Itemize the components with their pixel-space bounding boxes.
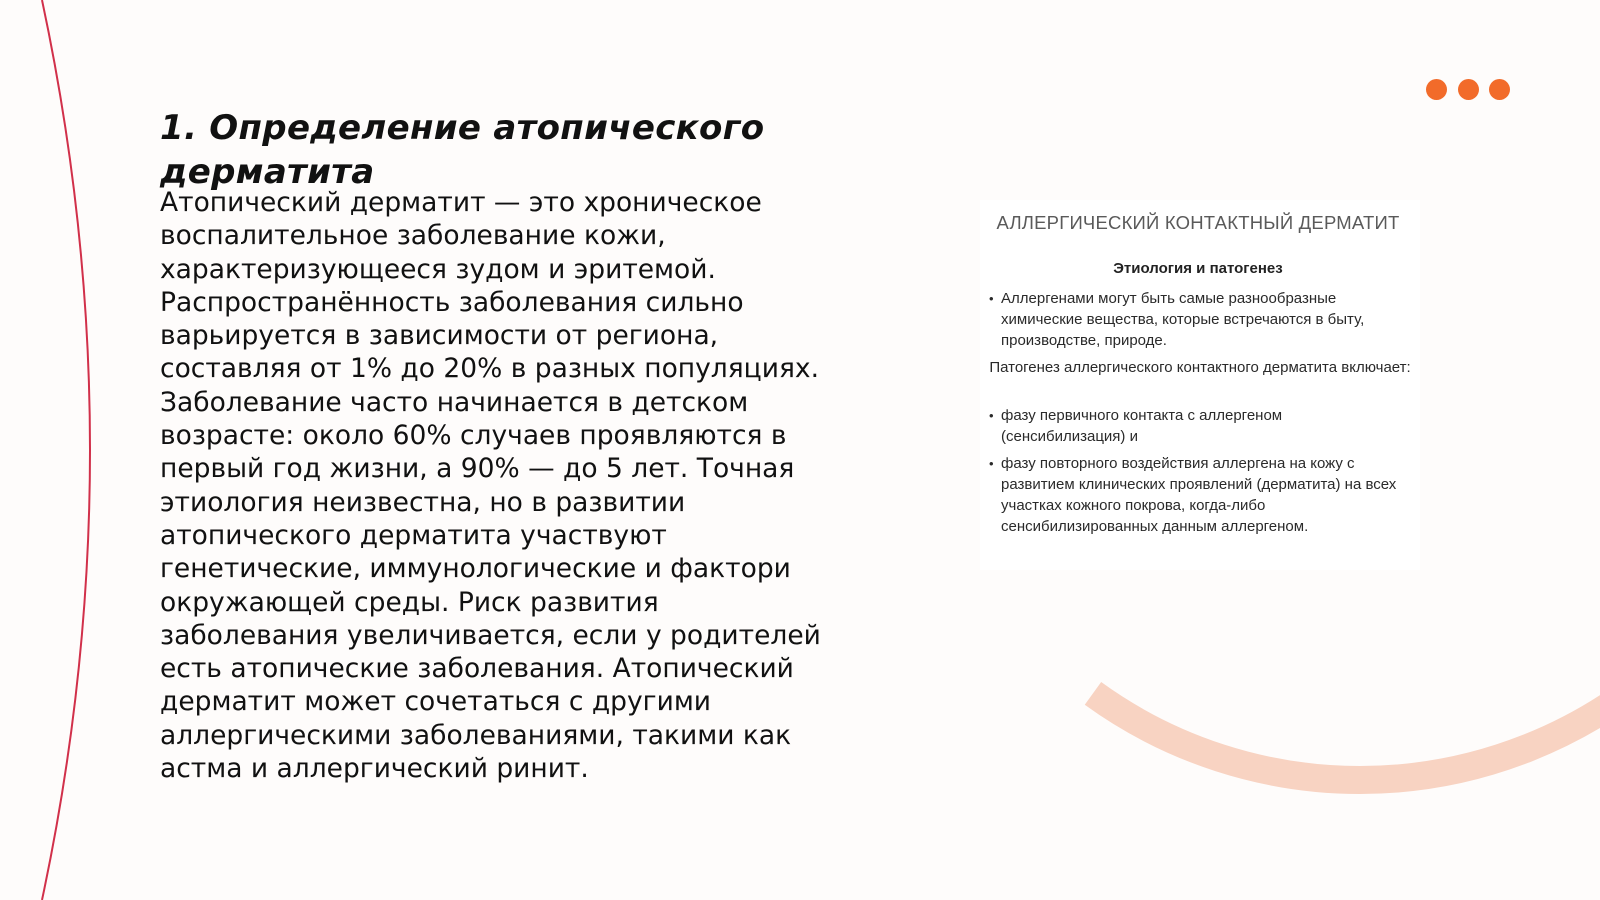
- inset-bullet-allergens: [989, 288, 1411, 351]
- bullet-icon: •: [989, 456, 994, 471]
- inset-bullet-phase-2: [989, 453, 1419, 537]
- dot-icon: [1489, 79, 1510, 100]
- inset-title: АЛЛЕРГИЧЕСКИЙ КОНТАКТНЫЙ ДЕРМАТИТ: [996, 212, 1400, 233]
- inset-bullet-phase-1: [989, 405, 1341, 447]
- inset-bullet-text: фазу повторного воздействия аллергена на кожу с развитием клинических проявлений (дерматита) на всех участках кожного покрова, когда-либо сенсибилизированных данным аллергеном.: [1001, 455, 1397, 535]
- inset-bullet-text: Аллергенами могут быть самые разнообразные химические вещества, которые встречаются в быту, производстве, природе.: [1001, 290, 1365, 349]
- bullet-icon: •: [989, 291, 994, 306]
- dot-icon: [1458, 79, 1479, 100]
- slide-title: 1. Определение атопического дерматита: [160, 108, 765, 192]
- dot-icon: [1426, 79, 1447, 100]
- inset-subtitle: Этиология и патогенез: [1113, 260, 1283, 277]
- inset-bullet-text: фазу первичного контакта с аллергеном (сенсибилизация) и: [1001, 407, 1283, 445]
- left-edge-curve: [42, 0, 90, 900]
- inset-intro: Патогенез аллергического контактного дерматита включает:: [989, 359, 1411, 376]
- inset-image: [980, 200, 1420, 570]
- slide-body-text: Атопический дерматит — это хроническое воспалительное заболевание кожи, характеризующееся зудом и эритемой. Распространённость заболевания сильно варьируется в зависимости от региона, составляя от 1% до 20% в разных популяциях. Заболевание часто начинается в детском возрасте: около 60% случаев проявляются в первый год жизни, а 90% — до 5 лет. Точная этиология неизвестна, но в развитии атопического дерматита участвуют генетические, иммунологические и фактори окружающей среды. Риск развития заболевания увеличивается, если у родителей есть атопические заболевания. Атопический дерматит может сочетаться с другими аллергическими заболеваниями, такими как астма и аллергический ринит.: [160, 187, 821, 785]
- bullet-icon: •: [989, 408, 994, 423]
- menu-dots: [1426, 79, 1510, 101]
